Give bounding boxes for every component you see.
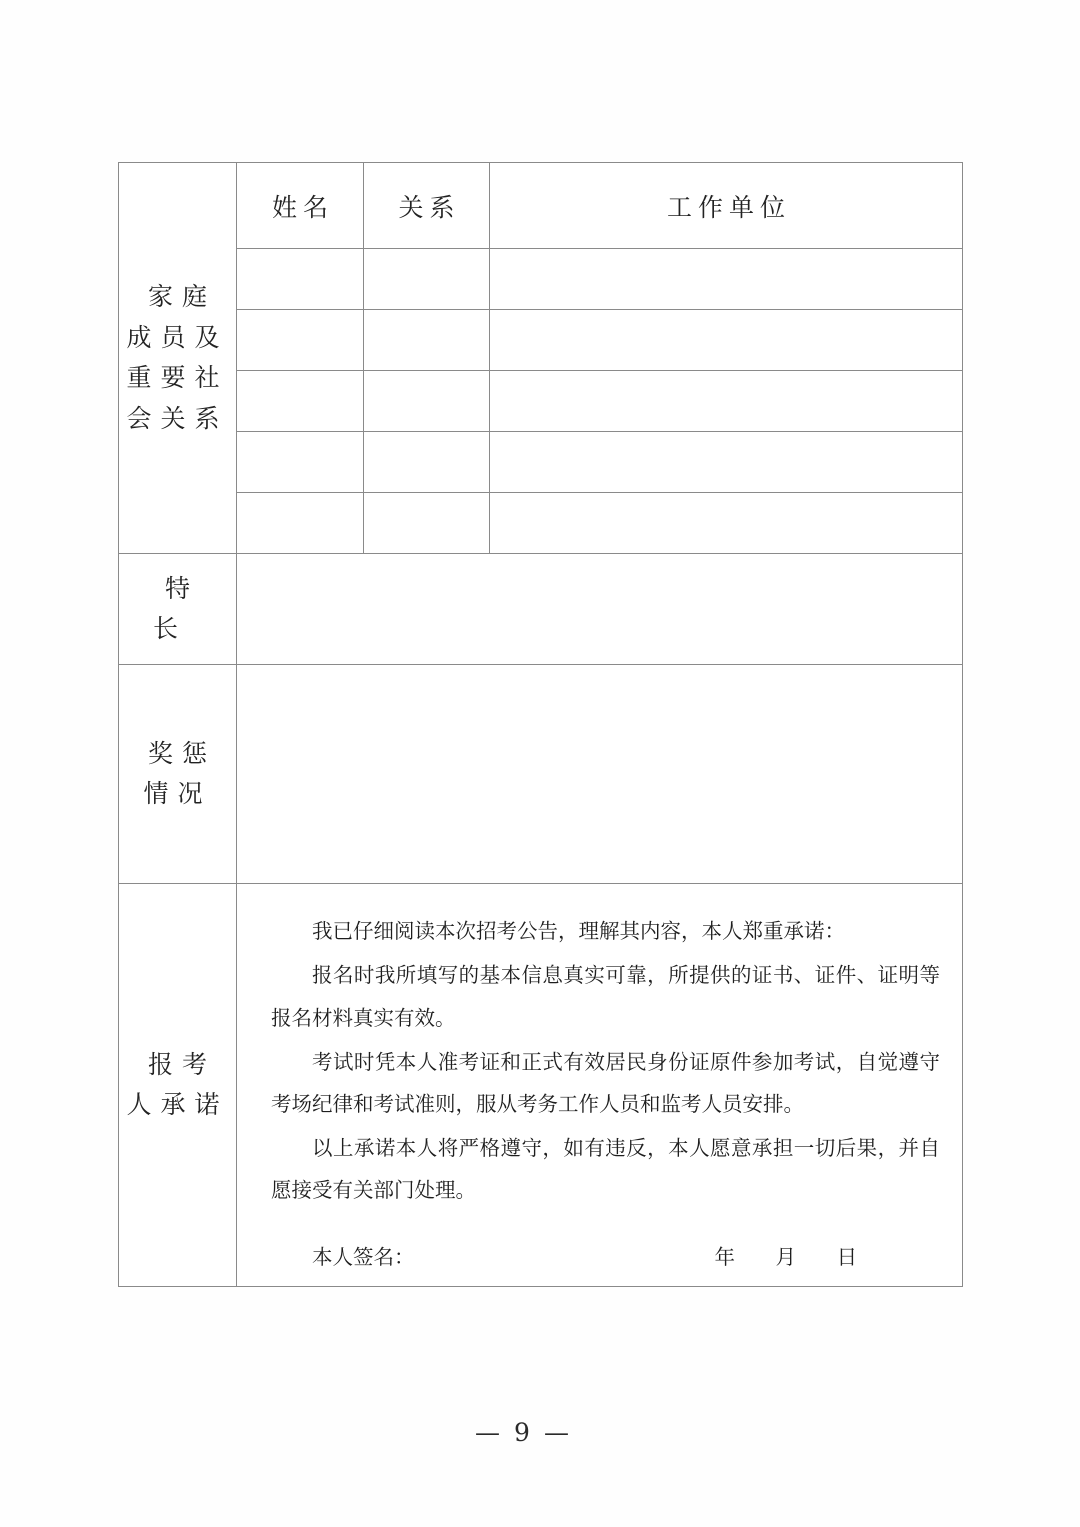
specialty-value-cell[interactable] xyxy=(237,554,963,665)
pledge-row xyxy=(119,884,963,1287)
signature-label: 本人签名： xyxy=(312,1244,415,1269)
column-header-name: 姓名 xyxy=(237,163,364,249)
signature-line xyxy=(271,1236,940,1278)
pledge-text-block xyxy=(237,892,962,1278)
page-number-dash-right: — xyxy=(543,1418,571,1447)
pledge-paragraph-3: 考试时凭本人准考证和正式有效居民身份证原件参加考试，自觉遵守考场纪律和考试准则，服从考务工作人员和监考人员安排。 xyxy=(271,1049,940,1116)
table-row xyxy=(119,432,963,493)
reward-row xyxy=(119,665,963,884)
pledge-label-cell xyxy=(119,884,237,1287)
pledge-paragraph-4: 以上承诺本人将严格遵守，如有违反，本人愿意承担一切后果，并自愿接受有关部门处理。 xyxy=(271,1136,940,1203)
family-name-cell[interactable] xyxy=(237,493,364,554)
family-relation-cell[interactable] xyxy=(364,249,490,310)
table-row xyxy=(119,310,963,371)
specialty-label: 特长 xyxy=(152,573,214,643)
family-header-row xyxy=(119,163,963,249)
pledge-paragraph-1: 我已仔细阅读本次招考公告，理解其内容，本人郑重承诺： xyxy=(312,919,845,944)
column-header-work-unit: 工作单位 xyxy=(490,163,963,249)
pledge-content-cell xyxy=(237,884,963,1287)
family-name-cell[interactable] xyxy=(237,432,364,493)
family-relation-cell[interactable] xyxy=(364,310,490,371)
family-relation-cell[interactable] xyxy=(364,493,490,554)
column-header-relation: 关系 xyxy=(364,163,490,249)
reward-label: 奖惩情况 xyxy=(143,738,216,808)
applicant-form-table xyxy=(118,162,963,1287)
family-work-unit-cell[interactable] xyxy=(490,249,963,310)
family-section-label-cell xyxy=(119,163,237,554)
family-relation-cell[interactable] xyxy=(364,371,490,432)
table-row xyxy=(119,371,963,432)
family-relation-cell[interactable] xyxy=(364,432,490,493)
pledge-paragraph-2: 报名时我所填写的基本信息真实可靠，所提供的证书、证件、证明等报名材料真实有效。 xyxy=(271,963,940,1030)
specialty-label-cell xyxy=(119,554,237,665)
table-row xyxy=(119,249,963,310)
family-work-unit-cell[interactable] xyxy=(490,371,963,432)
date-group xyxy=(715,1236,858,1278)
family-work-unit-cell[interactable] xyxy=(490,310,963,371)
page-number xyxy=(0,1418,1080,1447)
family-name-cell[interactable] xyxy=(237,249,364,310)
table-row xyxy=(119,493,963,554)
family-work-unit-cell[interactable] xyxy=(490,432,963,493)
family-name-cell[interactable] xyxy=(237,310,364,371)
family-section-label: 家庭成员及重要社会关系 xyxy=(126,282,229,433)
family-work-unit-cell[interactable] xyxy=(490,493,963,554)
reward-value-cell[interactable] xyxy=(237,665,963,884)
pledge-label: 报考人承诺 xyxy=(126,1049,229,1119)
reward-label-cell xyxy=(119,665,237,884)
family-name-cell[interactable] xyxy=(237,371,364,432)
page-number-dash-left: — xyxy=(475,1418,503,1447)
date-year-label[interactable]: 年 xyxy=(714,1244,735,1269)
date-day-label[interactable]: 日 xyxy=(836,1244,858,1269)
page-number-value: 9 xyxy=(514,1418,532,1447)
date-month-label[interactable]: 月 xyxy=(775,1244,797,1269)
specialty-row xyxy=(119,554,963,665)
